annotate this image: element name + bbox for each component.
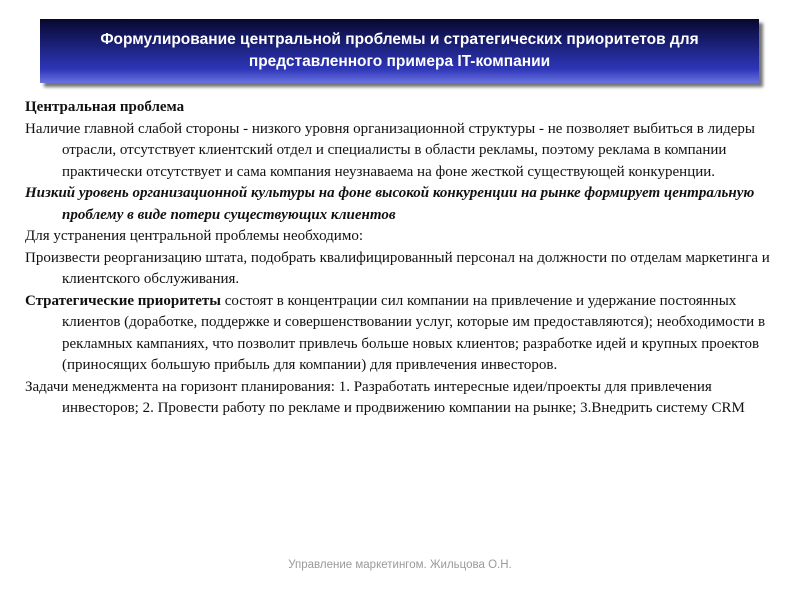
- strategic-priorities-text: состоят в концентрации сил компании на привлечение и удержание постоянных клиентов (доработке, поддержке и совершенствовании услуг, которые им предоставляются); необходимости в рекламных кампаниях, что позволит привлечь больше новых клиентов; разработке идей и крупных проектов (приносящих большую прибыль для компании) для привлечения инвесторов.: [62, 292, 766, 373]
- slide-body: [25, 97, 777, 420]
- paragraph-reorganization: Произвести реорганизацию штата, подобрать квалифицированный персонал на должности по отделам маркетинга и клиентского обслуживания.: [25, 249, 770, 287]
- paragraph-requirements-intro: Для устранения центральной проблемы необходимо:: [25, 228, 363, 244]
- slide-title: Формулирование центральной проблемы и стратегических приоритетов для представленного примера IT-компании: [100, 31, 699, 70]
- paragraph-weakness: Наличие главной слабой стороны - низкого уровня организационной структуры - не позволяет выбиться в лидеры отрасли, отсутствует клиентский отдел и специалисты в области рекламы, поэтому реклама в компании практически отсутствует и сама компания неузнаваема на фоне жесткой существующей конкуренции.: [25, 120, 755, 180]
- title-banner: [40, 19, 759, 83]
- slide-footer: Управление маркетингом. Жильцова О.Н.: [288, 559, 512, 571]
- strategic-priorities-lead: Стратегические приоритеты: [25, 292, 221, 309]
- paragraph-strategic-priorities: [25, 291, 777, 377]
- heading-central-problem: Центральная проблема: [25, 99, 185, 115]
- paragraph-management-tasks: Задачи менеджмента на горизонт планирования: 1. Разработать интересные идеи/проекты для привлечения инвесторов; 2. Провести работу по рекламе и продвижению компании на рынке; 3.Внедрить систему CRM: [25, 378, 745, 416]
- paragraph-central-problem-statement: Низкий уровень организационной культуры на фоне высокой конкуренции на рынке формирует центральную проблему в виде потери существующих клиентов: [25, 185, 755, 223]
